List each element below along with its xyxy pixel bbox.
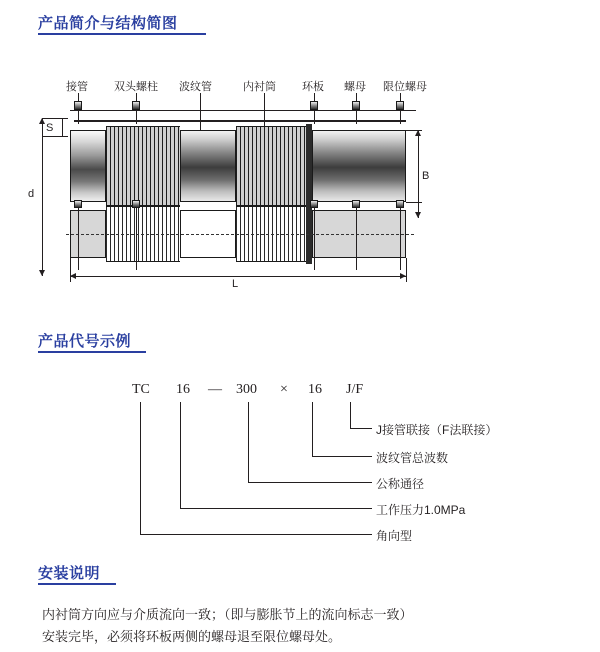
code-leader-pressure xyxy=(180,402,181,508)
dim-d-arrow-top xyxy=(39,118,45,124)
dim-l-line xyxy=(70,276,406,277)
bellows-right xyxy=(236,126,312,206)
dimension-d: d xyxy=(28,188,35,200)
code-token-16-waves: 16 xyxy=(308,382,322,397)
bellows-left xyxy=(106,126,180,206)
code-token-jf: J/F xyxy=(346,382,364,397)
dim-b-ext-top xyxy=(406,130,422,131)
section-title-install: 安装说明 xyxy=(38,565,101,582)
tierod-lower-3 xyxy=(314,208,315,270)
stud-left xyxy=(132,101,140,110)
code-pointer-type xyxy=(140,534,372,535)
bolt-lower-2 xyxy=(132,200,140,208)
ring-plate-upper xyxy=(306,124,312,208)
dimension-b: B xyxy=(422,170,430,182)
code-token-dash: — xyxy=(208,382,222,397)
dim-b-ext-bottom xyxy=(406,202,422,203)
section-title-intro-rule xyxy=(38,33,206,35)
install-note-2: 安装完毕，必须将环板两侧的螺母退至限位螺母处。 xyxy=(42,629,342,644)
dim-s-lower-ext xyxy=(42,136,68,137)
section-title-code-rule xyxy=(38,351,146,353)
pipe-end-left xyxy=(70,130,106,202)
tierod-lower-4 xyxy=(356,208,357,270)
code-desc-type: 角向型 xyxy=(376,529,413,543)
center-line xyxy=(66,234,414,235)
product-code-diagram xyxy=(40,372,560,543)
code-token-300: 300 xyxy=(236,382,257,397)
code-desc-dn: 公称通径 xyxy=(376,477,425,491)
code-token-times: × xyxy=(280,382,288,397)
nut-right-2 xyxy=(352,101,360,110)
bolt-lower-1 xyxy=(74,200,82,208)
code-leader-type xyxy=(140,402,141,534)
dim-s-upper-ext xyxy=(42,118,68,119)
code-token-16-pressure: 16 xyxy=(176,382,190,397)
code-desc-connection: J接管联接（F法联接） xyxy=(376,423,498,437)
nut-right-1 xyxy=(310,101,318,110)
liner-center-left xyxy=(180,130,236,202)
code-pointer-waves xyxy=(312,456,372,457)
bolt-lower-5 xyxy=(396,200,404,208)
structure-diagram xyxy=(28,60,570,300)
limit-nut xyxy=(396,101,404,110)
pipe-right xyxy=(312,130,406,202)
callout-label-huanban: 环板 xyxy=(302,81,324,93)
section-title-intro: 产品简介与结构简图 xyxy=(38,15,178,32)
code-pointer-jf xyxy=(350,428,372,429)
dim-s-line xyxy=(62,118,63,136)
dimension-l: L xyxy=(232,278,239,290)
code-pointer-dn xyxy=(248,482,372,483)
callout-label-bowenguan: 波纹管 xyxy=(179,81,212,93)
bolt-left-1 xyxy=(74,101,82,110)
tierod-lower-5 xyxy=(400,208,401,270)
dim-d-arrow-bottom xyxy=(39,270,45,276)
callout-label-luomu: 螺母 xyxy=(344,81,366,93)
dim-l-ext-right xyxy=(406,258,407,282)
section-title-install-rule xyxy=(38,583,116,585)
callout-label-jieguan: 接管 xyxy=(66,81,88,93)
code-leader-dn xyxy=(248,402,249,482)
code-desc-pressure: 工作压力1.0MPa xyxy=(376,503,466,517)
callout-label-shuangtouluozhu: 双头螺柱 xyxy=(114,81,158,93)
install-note-1: 内衬筒方向应与介质流向一致；（即与膨胀节上的流向标志一致） xyxy=(42,607,413,622)
dim-d-line xyxy=(42,118,43,276)
code-leader-jf xyxy=(350,402,351,428)
top-reference-line xyxy=(70,110,416,111)
dim-l-arrow-left xyxy=(70,273,76,279)
dim-b-line xyxy=(418,130,419,218)
callout-label-xianweiluomu: 限位螺母 xyxy=(383,81,427,93)
code-pointer-pressure xyxy=(180,508,372,509)
code-token-tc: TC xyxy=(132,382,150,397)
bolt-lower-3 xyxy=(310,200,318,208)
tierod-lower-2 xyxy=(136,208,137,270)
code-desc-waves: 波纹管总波数 xyxy=(376,451,449,465)
dim-l-arrow-right xyxy=(400,273,406,279)
tierod-lower-1 xyxy=(78,208,79,270)
section-title-code: 产品代号示例 xyxy=(38,333,132,350)
dimension-s: S xyxy=(46,122,54,134)
code-leader-waves xyxy=(312,402,313,456)
tie-bar xyxy=(74,120,406,122)
leader-3 xyxy=(200,93,201,131)
callout-label-neichentong: 内衬筒 xyxy=(243,81,276,93)
dim-b-arrow-bottom xyxy=(415,212,421,218)
bolt-lower-4 xyxy=(352,200,360,208)
